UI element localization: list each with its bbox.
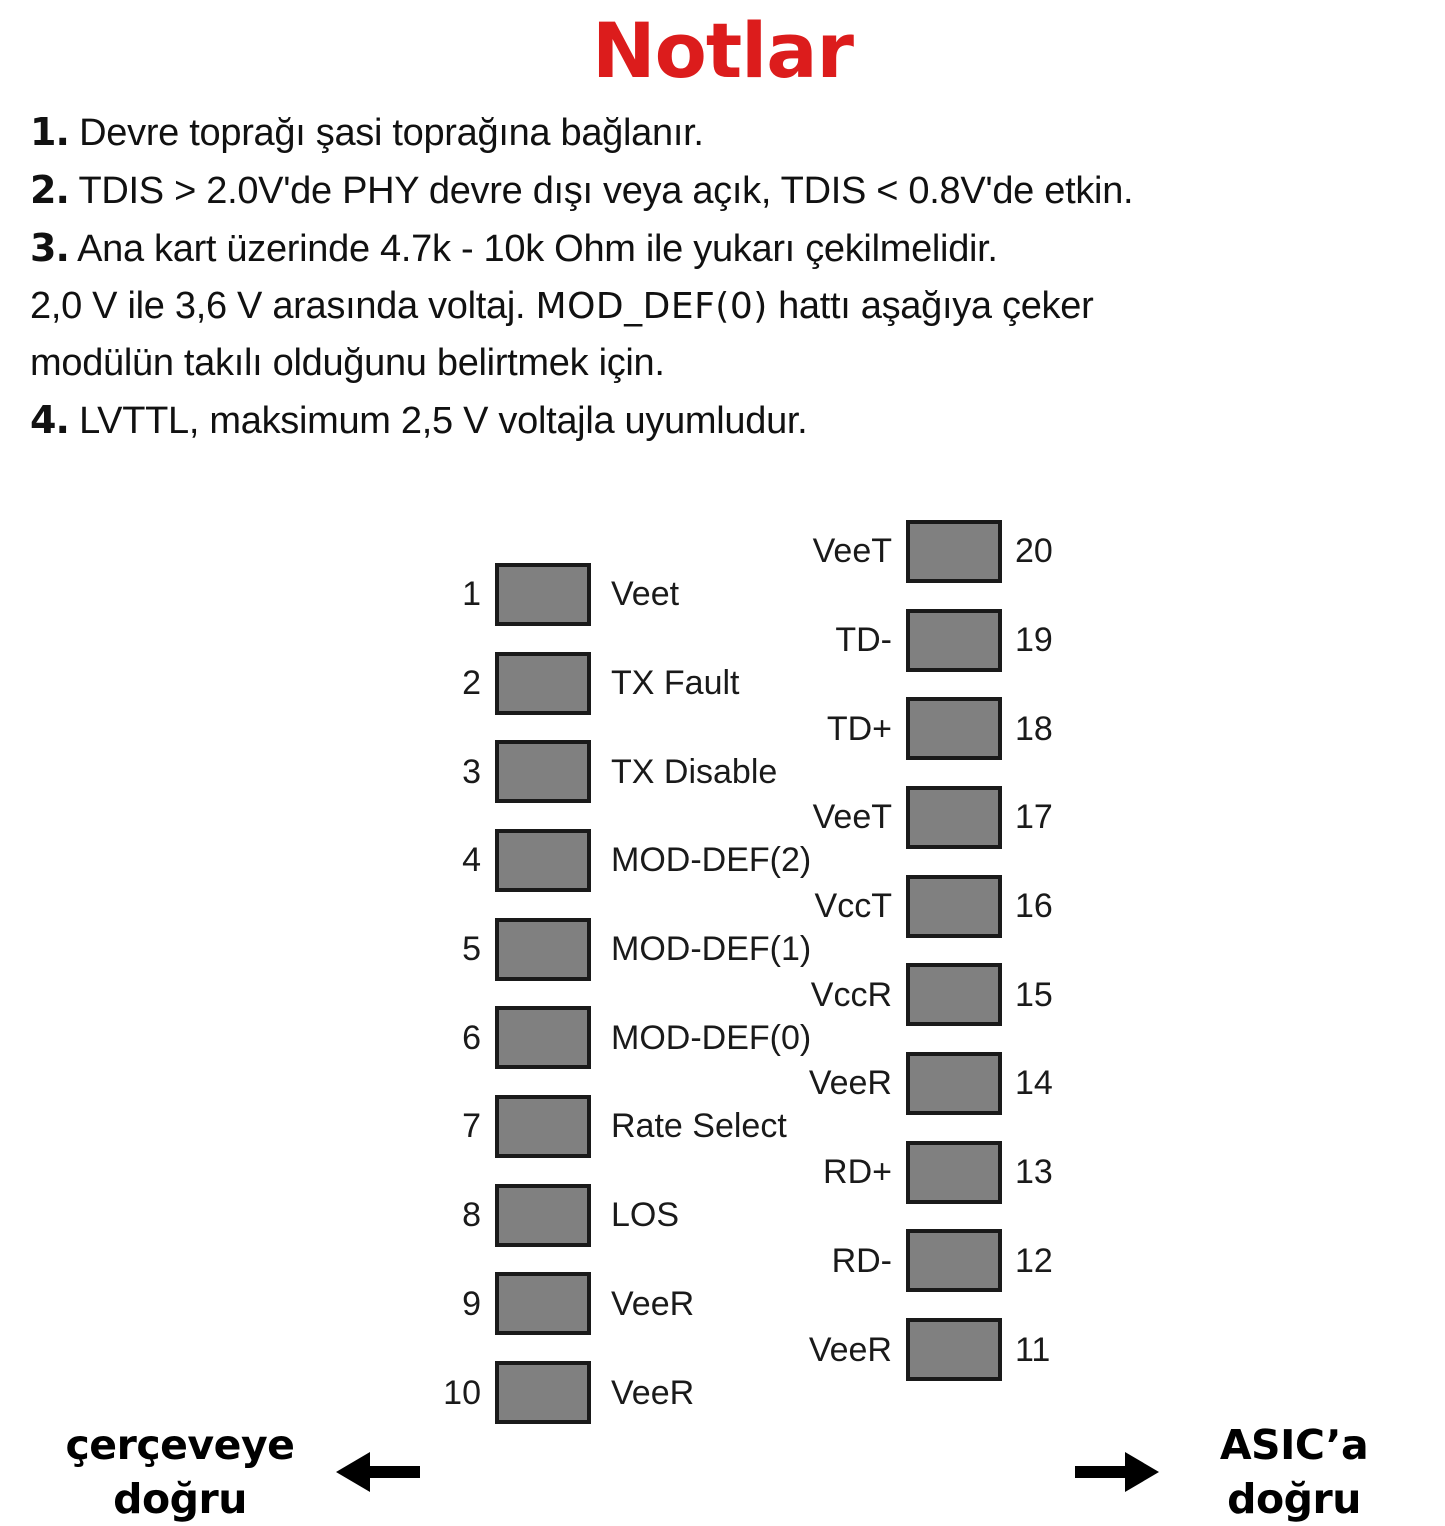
pin-row xyxy=(800,773,1053,862)
pin-label: LOS xyxy=(611,1196,680,1235)
pin-row xyxy=(435,905,811,994)
note-number: 1. xyxy=(30,110,69,154)
pin-number: 7 xyxy=(462,1107,481,1146)
note-item xyxy=(30,392,1420,450)
annotation-left-line2: doğru xyxy=(113,1475,247,1523)
pin-label: VeeR xyxy=(611,1373,695,1412)
pin-number: 9 xyxy=(462,1284,481,1323)
pin-number: 15 xyxy=(1015,975,1053,1014)
note-item xyxy=(30,278,1420,335)
pin-label: RD- xyxy=(831,1241,892,1280)
pin-label: TX Fault xyxy=(611,664,740,703)
pin-label: VeeR xyxy=(808,1330,892,1369)
pin-label: TD+ xyxy=(826,709,892,748)
pin-pad xyxy=(906,609,1002,672)
pin-row xyxy=(435,1348,811,1437)
pin-number: 1 xyxy=(462,575,481,614)
pin-label: VccR xyxy=(810,975,892,1014)
pin-label: VccT xyxy=(814,887,892,926)
arrow-right-icon xyxy=(1075,1450,1159,1494)
pin-pad xyxy=(906,963,1002,1026)
pin-row xyxy=(800,507,1053,596)
pin-label: TX Disable xyxy=(611,752,778,791)
pin-pad xyxy=(906,520,1002,583)
pin-number: 16 xyxy=(1015,887,1053,926)
pin-pad xyxy=(906,697,1002,760)
sfp-pinout-diagram xyxy=(0,490,1445,1523)
pin-row xyxy=(800,1217,1053,1306)
pin-pad xyxy=(906,1141,1002,1204)
note-text: TDIS > 2.0V'de PHY devre dışı veya açık, TDIS < 0.8V'de etkin. xyxy=(78,170,1134,212)
pin-label: MOD-DEF(0) xyxy=(611,1018,812,1057)
pin-number: 12 xyxy=(1015,1241,1053,1280)
pin-column-right xyxy=(800,507,1053,1394)
note-text: Ana kart üzerinde 4.7k - 10k Ohm ile yukarı çekilmelidir. xyxy=(77,228,998,270)
pin-row xyxy=(800,950,1053,1039)
pin-number: 13 xyxy=(1015,1153,1053,1192)
pin-label: Rate Select xyxy=(611,1107,787,1146)
pin-pad xyxy=(495,1272,591,1335)
pin-number: 2 xyxy=(462,664,481,703)
pin-pad xyxy=(906,786,1002,849)
notes-list xyxy=(30,104,1420,450)
pin-pad xyxy=(495,563,591,626)
pin-row xyxy=(435,1171,811,1260)
note-item-continuation xyxy=(30,335,1420,392)
pin-pad xyxy=(495,1095,591,1158)
arrow-left-icon xyxy=(336,1450,420,1494)
pin-number: 18 xyxy=(1015,709,1053,748)
note-item xyxy=(30,104,1420,162)
note-text: Devre toprağı şasi toprağına bağlanır. xyxy=(79,112,704,154)
pin-pad xyxy=(495,829,591,892)
pin-column-left xyxy=(435,550,811,1437)
pin-number: 14 xyxy=(1015,1064,1053,1103)
pin-pad xyxy=(906,1229,1002,1292)
pin-label: TD- xyxy=(835,621,892,660)
pin-row xyxy=(800,1039,1053,1128)
annotation-toward-frame xyxy=(40,1418,420,1526)
note-number: 3. xyxy=(30,226,69,270)
pin-row xyxy=(435,550,811,639)
pin-label: VeeT xyxy=(812,532,892,571)
pin-row xyxy=(435,993,811,1082)
pin-row xyxy=(800,684,1053,773)
pin-pad xyxy=(495,1361,591,1424)
pin-label: VeeR xyxy=(611,1284,695,1323)
pin-number: 11 xyxy=(1015,1330,1051,1369)
note-item xyxy=(30,220,1420,278)
note-item xyxy=(30,162,1420,220)
note-number: 2. xyxy=(30,168,69,212)
pin-pad xyxy=(495,1184,591,1247)
pin-number: 19 xyxy=(1015,621,1053,660)
note-text-before: 2,0 V ile 3,6 V arasında voltaj. xyxy=(30,285,536,327)
page-title: Notlar xyxy=(592,6,853,95)
annotation-left-text xyxy=(40,1418,320,1526)
pin-row xyxy=(435,1082,811,1171)
pin-pad xyxy=(495,1006,591,1069)
pin-number: 6 xyxy=(462,1018,481,1057)
note-text-after: hattı aşağıya çeker xyxy=(767,285,1094,327)
pin-row xyxy=(435,727,811,816)
pin-row xyxy=(435,639,811,728)
pin-pad xyxy=(495,652,591,715)
pin-pad xyxy=(495,740,591,803)
pin-pad xyxy=(495,918,591,981)
pin-label: VeeT xyxy=(812,798,892,837)
pin-number: 10 xyxy=(443,1373,481,1412)
pin-row xyxy=(435,816,811,905)
pin-number: 4 xyxy=(462,841,481,880)
pin-label: RD+ xyxy=(823,1153,892,1192)
annotation-right-line2: doğru xyxy=(1227,1475,1361,1523)
pin-number: 5 xyxy=(462,930,481,969)
pin-row xyxy=(800,862,1053,951)
annotation-right-line1: ASIC’a xyxy=(1219,1421,1369,1469)
annotation-toward-asic xyxy=(1075,1418,1415,1526)
note-text: LVTTL, maksimum 2,5 V voltajla uyumludur. xyxy=(79,400,808,442)
pin-row xyxy=(800,1128,1053,1217)
pin-number: 3 xyxy=(462,752,481,791)
note-number: 4. xyxy=(30,398,69,442)
note-text: modülün takılı olduğunu belirtmek için. xyxy=(30,342,665,384)
pin-label: VeeR xyxy=(808,1064,892,1103)
pin-row xyxy=(800,596,1053,685)
annotation-right-text xyxy=(1173,1418,1415,1526)
pin-pad xyxy=(906,1052,1002,1115)
pin-pad xyxy=(906,1318,1002,1381)
pin-number: 20 xyxy=(1015,532,1053,571)
annotation-left-line1: çerçeveye xyxy=(65,1421,295,1469)
pin-label: Veet xyxy=(611,575,680,614)
pin-label: MOD-DEF(2) xyxy=(611,841,812,880)
note-signal-name: MOD_DEF(0) xyxy=(535,286,768,327)
pin-number: 17 xyxy=(1015,798,1053,837)
pin-pad xyxy=(906,875,1002,938)
pin-number: 8 xyxy=(462,1196,481,1235)
pin-row xyxy=(435,1260,811,1349)
pin-label: MOD-DEF(1) xyxy=(611,930,812,969)
pin-row xyxy=(800,1305,1053,1394)
